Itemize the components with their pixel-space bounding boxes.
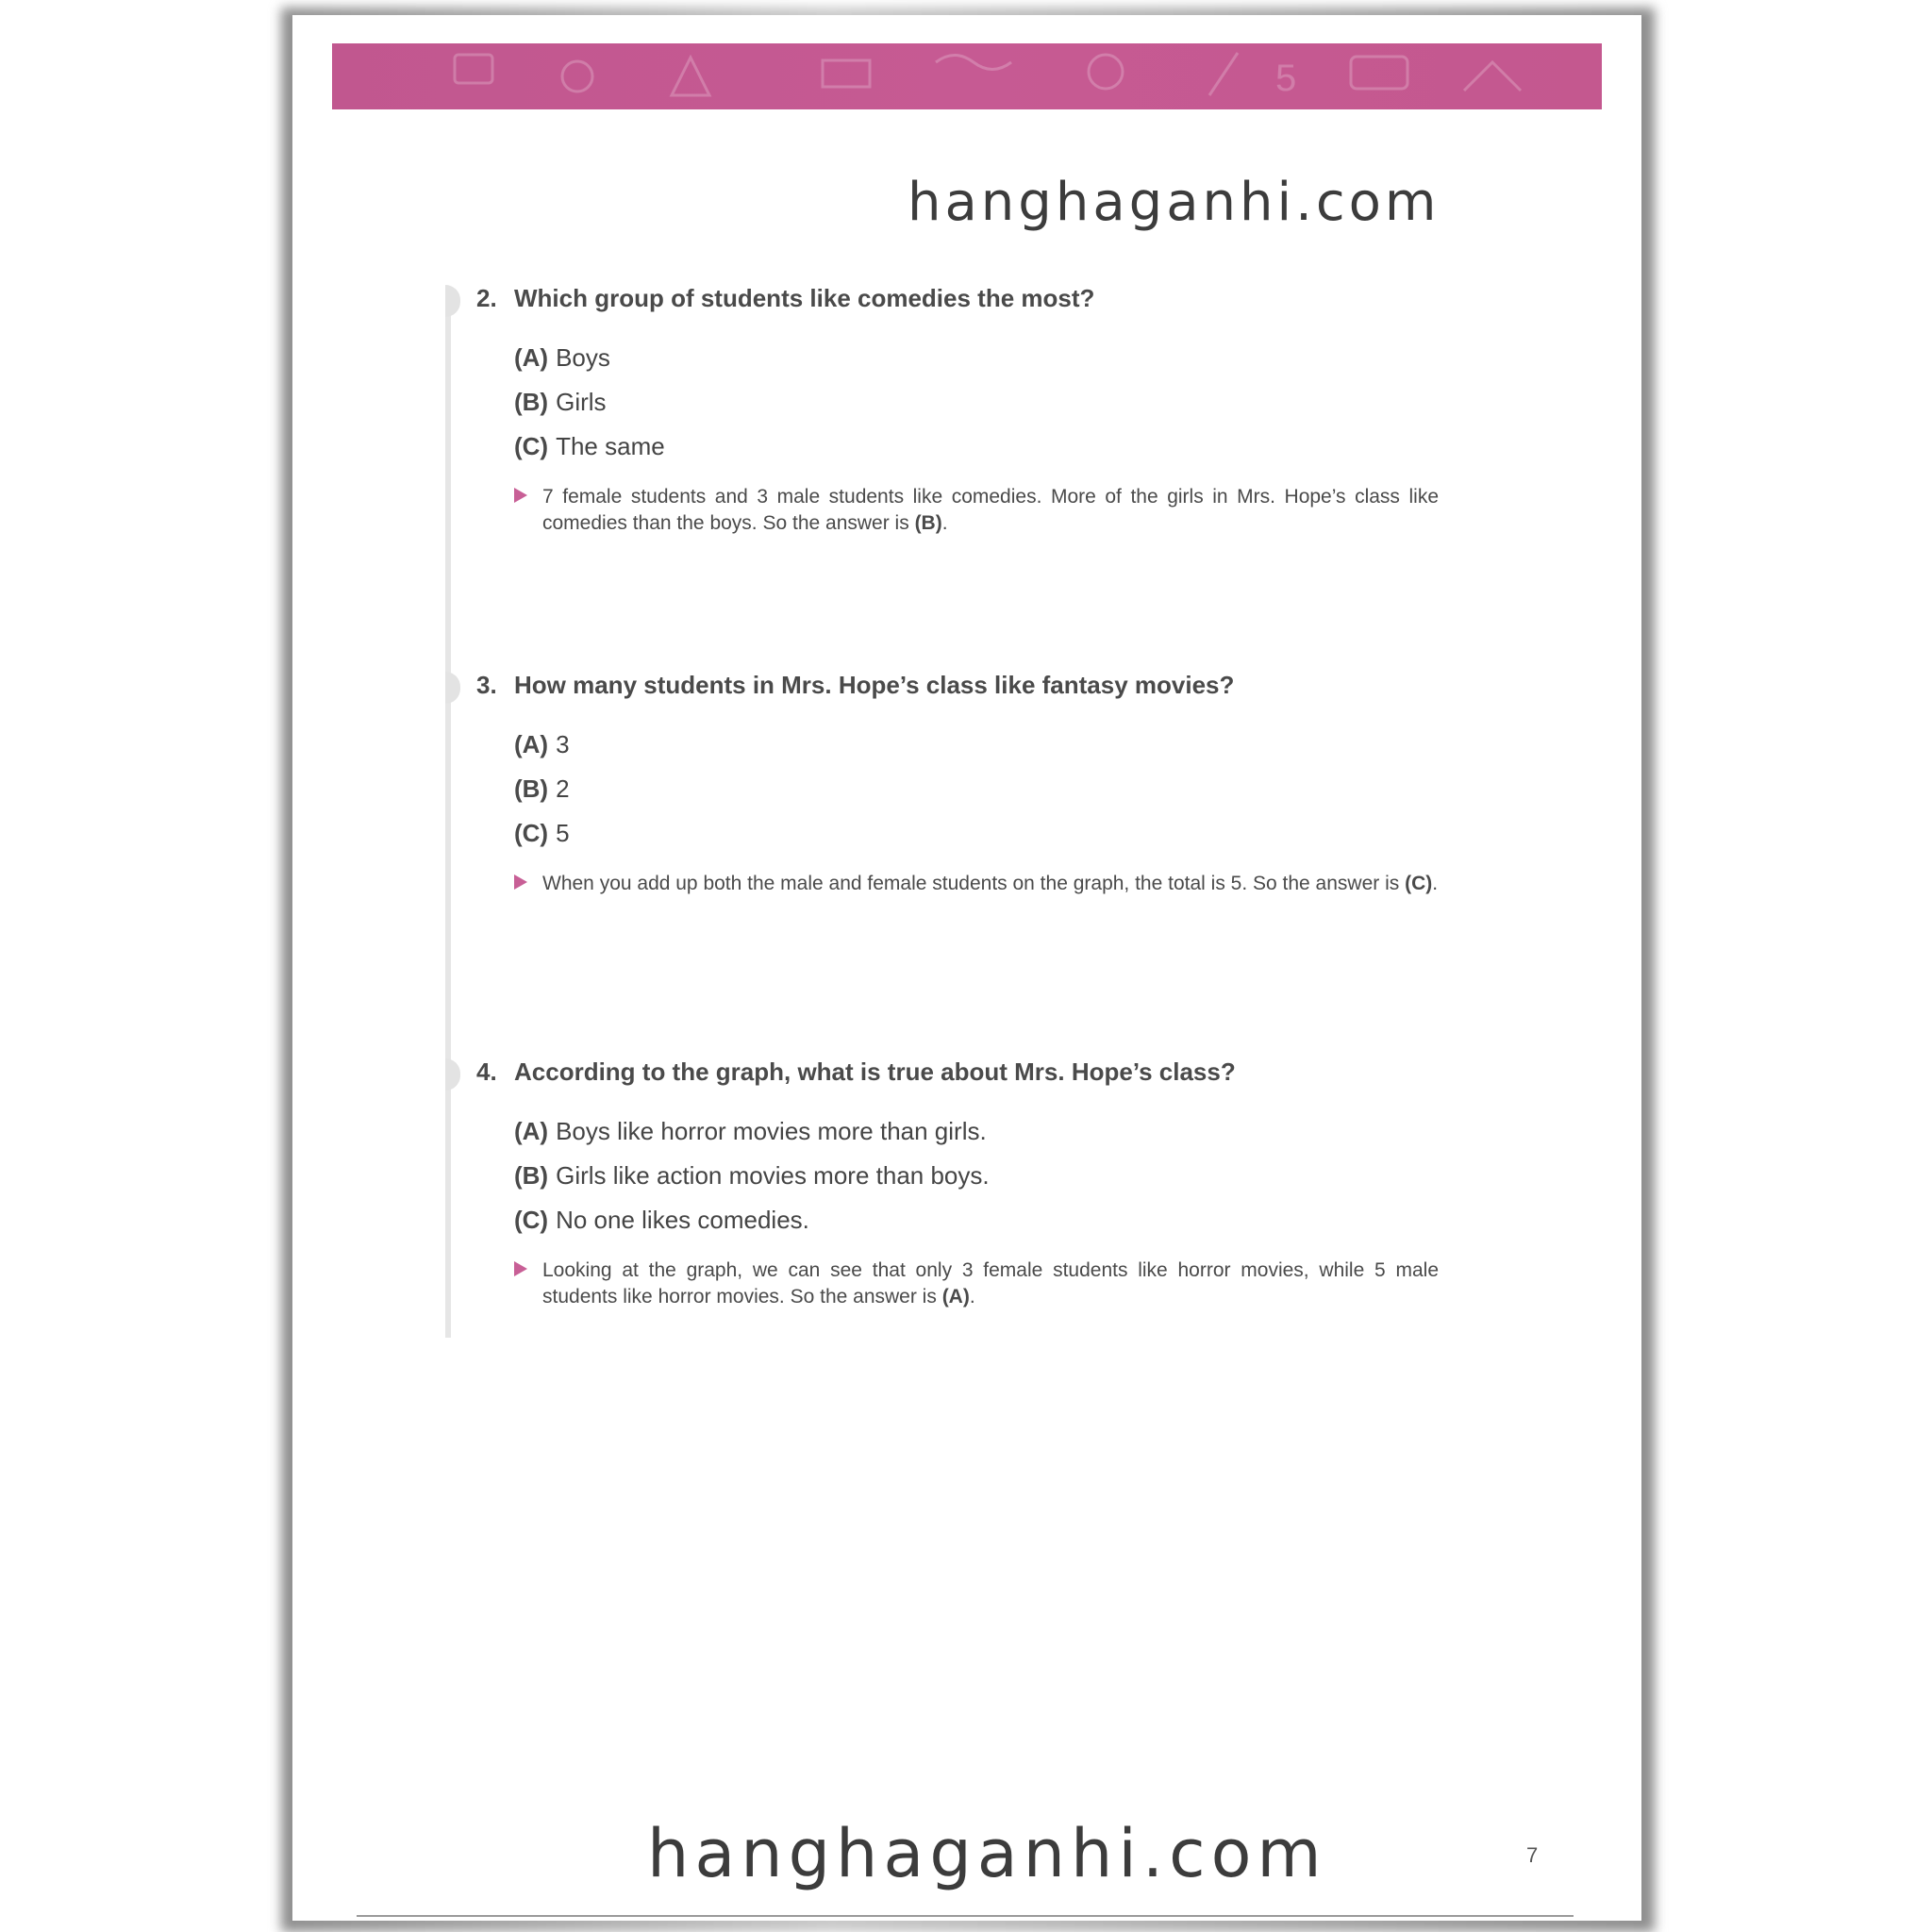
question-block: [476, 668, 1439, 897]
question-side-tab: [445, 285, 460, 317]
banner-doodle-pattern: [332, 43, 1602, 109]
question-number: 3.: [476, 671, 497, 699]
option-letter: (C): [514, 819, 549, 847]
answer-letter: (B): [914, 512, 942, 534]
answer-options: [514, 340, 1420, 473]
explanation: [514, 484, 1439, 537]
explanation: [514, 1257, 1439, 1310]
option-letter: (B): [514, 1161, 549, 1190]
answer-option: [514, 1158, 1420, 1202]
answer-option: [514, 1202, 1420, 1246]
question-side-tab: [445, 672, 460, 704]
option-text: Girls like action movies more than boys.: [556, 1161, 990, 1190]
option-text: 3: [556, 730, 570, 758]
option-letter: (A): [514, 730, 549, 758]
answer-options: [514, 726, 1420, 859]
watermark-bottom: hanghaganhi.com: [647, 1815, 1327, 1892]
question-text: How many students in Mrs. Hope’s class like fantasy movies?: [514, 671, 1235, 699]
option-text: Girls: [556, 388, 607, 416]
triangle-arrow-icon: [514, 874, 527, 890]
explanation-text: Looking at the graph, we can see that only 3 female students like horror movies, while 5 male students like horror movies. So the answer is: [542, 1259, 1439, 1307]
answer-letter: (C): [1405, 873, 1433, 894]
question-side-tab: [445, 1058, 460, 1091]
answer-option: [514, 340, 1420, 384]
option-letter: (B): [514, 388, 549, 416]
option-text: No one likes comedies.: [556, 1206, 809, 1234]
question-number: 4.: [476, 1058, 497, 1086]
triangle-arrow-icon: [514, 1261, 527, 1276]
question-text: According to the graph, what is true about Mrs. Hope’s class?: [514, 1058, 1236, 1086]
option-text: 2: [556, 774, 570, 803]
svg-text:5: 5: [1275, 58, 1297, 99]
question-title: [476, 668, 1420, 702]
explanation-end: .: [1432, 873, 1439, 894]
page-number: 7: [1526, 1843, 1539, 1867]
explanation-text: When you add up both the male and female students on the graph, the total is 5. So the answer is: [542, 873, 1406, 894]
answer-option: [514, 726, 1420, 771]
answer-option: [514, 1113, 1420, 1158]
answer-option: [514, 815, 1420, 859]
explanation-end: .: [969, 1286, 975, 1307]
triangle-arrow-icon: [514, 488, 527, 503]
question-title: [476, 1055, 1420, 1089]
question-side-rule: [445, 287, 451, 1338]
bottom-rule: [357, 1915, 1574, 1917]
header-banner: [332, 43, 1602, 109]
question-title: [476, 281, 1420, 315]
answer-options: [514, 1113, 1420, 1246]
option-letter: (C): [514, 1206, 549, 1234]
answer-option: [514, 428, 1420, 473]
watermark-top: hanghaganhi.com: [908, 172, 1441, 233]
option-text: The same: [556, 432, 665, 460]
option-text: Boys like horror movies more than girls.: [556, 1117, 987, 1145]
explanation-end: .: [941, 512, 948, 534]
answer-option: [514, 384, 1420, 428]
option-text: Boys: [556, 343, 610, 372]
question-block: [476, 281, 1439, 537]
question-block: [476, 1055, 1439, 1310]
question-text: Which group of students like comedies the most?: [514, 284, 1095, 312]
answer-letter: (A): [941, 1286, 970, 1307]
answer-option: [514, 771, 1420, 815]
explanation-text: 7 female students and 3 male students like comedies. More of the girls in Mrs. Hope’s class like comedies than the boys. So the answer is: [542, 486, 1439, 534]
option-letter: (A): [514, 1117, 549, 1145]
question-number: 2.: [476, 284, 497, 312]
option-letter: (C): [514, 432, 549, 460]
explanation: [514, 871, 1439, 897]
option-text: 5: [556, 819, 570, 847]
document-page: [292, 15, 1641, 1921]
option-letter: (A): [514, 343, 549, 372]
option-letter: (B): [514, 774, 549, 803]
